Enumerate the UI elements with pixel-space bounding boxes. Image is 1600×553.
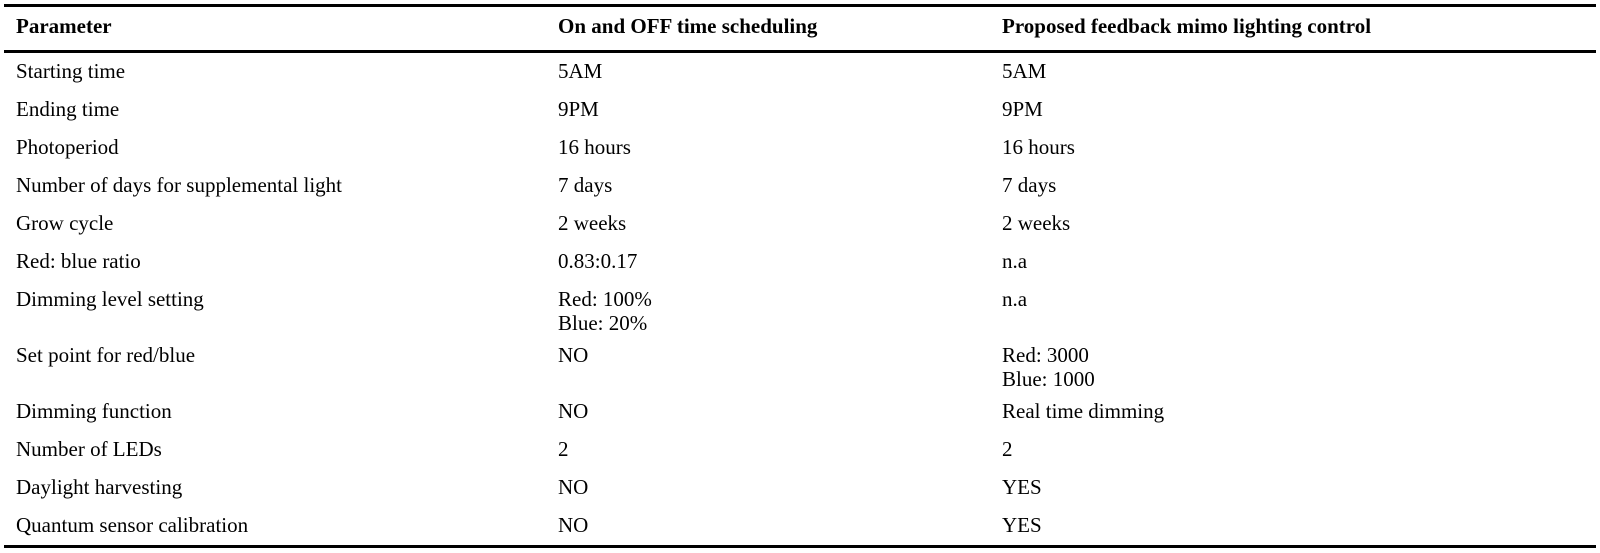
table-body — [4, 52, 1596, 547]
cell-line: YES — [1002, 513, 1042, 537]
cell-line: 7 days — [558, 173, 613, 197]
cell-on-off-scheduling — [546, 52, 990, 92]
table-row — [4, 243, 1596, 281]
cell-parameter: Grow cycle — [16, 211, 114, 235]
cell-proposed-control — [990, 393, 1596, 431]
cell-proposed-control — [990, 337, 1596, 393]
table-row — [4, 52, 1596, 92]
cell-line: 0.83:0.17 — [558, 249, 638, 273]
cell-line: Blue: 1000 — [1002, 367, 1095, 391]
cell-on-off-scheduling — [546, 205, 990, 243]
cell-proposed-control — [990, 91, 1596, 129]
cell-line: NO — [558, 399, 589, 423]
cell-line: 2 — [1002, 437, 1013, 461]
cell-on-off-scheduling — [546, 337, 990, 393]
cell-parameter: Photoperiod — [16, 135, 119, 159]
header-parameter: Parameter — [16, 14, 112, 38]
table-row — [4, 337, 1596, 393]
cell-parameter: Daylight harvesting — [16, 475, 183, 499]
table-row — [4, 205, 1596, 243]
cell-proposed-control — [990, 507, 1596, 547]
cell-proposed-control — [990, 243, 1596, 281]
cell-on-off-scheduling — [546, 91, 990, 129]
table-row — [4, 281, 1596, 337]
header-row — [4, 6, 1596, 52]
cell-line: 5AM — [1002, 59, 1047, 83]
cell-proposed-control — [990, 205, 1596, 243]
cell-parameter: Number of days for supplemental light — [16, 173, 343, 197]
cell-line: n.a — [1002, 249, 1028, 273]
cell-parameter: Ending time — [16, 97, 120, 121]
cell-parameter: Dimming level setting — [16, 287, 204, 311]
table-row — [4, 129, 1596, 167]
cell-line: 16 hours — [558, 135, 631, 159]
cell-on-off-scheduling — [546, 431, 990, 469]
cell-parameter: Red: blue ratio — [16, 249, 141, 273]
cell-parameter: Starting time — [16, 59, 126, 83]
table-row — [4, 431, 1596, 469]
cell-on-off-scheduling — [546, 243, 990, 281]
cell-line: Real time dimming — [1002, 399, 1165, 423]
cell-on-off-scheduling — [546, 393, 990, 431]
cell-proposed-control — [990, 281, 1596, 337]
cell-parameter: Number of LEDs — [16, 437, 162, 461]
cell-line: NO — [558, 343, 589, 367]
cell-proposed-control — [990, 52, 1596, 92]
header-on-off-scheduling: On and OFF time scheduling — [558, 14, 818, 38]
cell-on-off-scheduling — [546, 469, 990, 507]
cell-parameter: Quantum sensor calibration — [16, 513, 249, 537]
cell-line: Red: 100% — [558, 287, 652, 311]
cell-line: NO — [558, 513, 589, 537]
cell-line: n.a — [1002, 287, 1028, 311]
cell-line: 9PM — [1002, 97, 1043, 121]
cell-line: 16 hours — [1002, 135, 1075, 159]
cell-parameter: Dimming function — [16, 399, 172, 423]
cell-proposed-control — [990, 469, 1596, 507]
table-row — [4, 167, 1596, 205]
table-row — [4, 469, 1596, 507]
cell-parameter: Set point for red/blue — [16, 343, 196, 367]
table-row — [4, 507, 1596, 547]
comparison-table — [4, 4, 1596, 548]
cell-line: YES — [1002, 475, 1042, 499]
cell-line: 9PM — [558, 97, 599, 121]
cell-proposed-control — [990, 431, 1596, 469]
comparison-table-container — [4, 4, 1596, 548]
cell-on-off-scheduling — [546, 167, 990, 205]
cell-proposed-control — [990, 167, 1596, 205]
table-row — [4, 393, 1596, 431]
cell-line: 2 — [558, 437, 569, 461]
cell-line: 5AM — [558, 59, 603, 83]
header-proposed-control: Proposed feedback mimo lighting control — [1002, 14, 1372, 38]
cell-line: Red: 3000 — [1002, 343, 1089, 367]
cell-line: 7 days — [1002, 173, 1057, 197]
table-header — [4, 6, 1596, 52]
cell-line: 2 weeks — [1002, 211, 1071, 235]
cell-on-off-scheduling — [546, 281, 990, 337]
cell-line: 2 weeks — [558, 211, 627, 235]
table-row — [4, 91, 1596, 129]
cell-on-off-scheduling — [546, 507, 990, 547]
cell-proposed-control — [990, 129, 1596, 167]
cell-line: Blue: 20% — [558, 311, 648, 335]
cell-on-off-scheduling — [546, 129, 990, 167]
cell-line: NO — [558, 475, 589, 499]
